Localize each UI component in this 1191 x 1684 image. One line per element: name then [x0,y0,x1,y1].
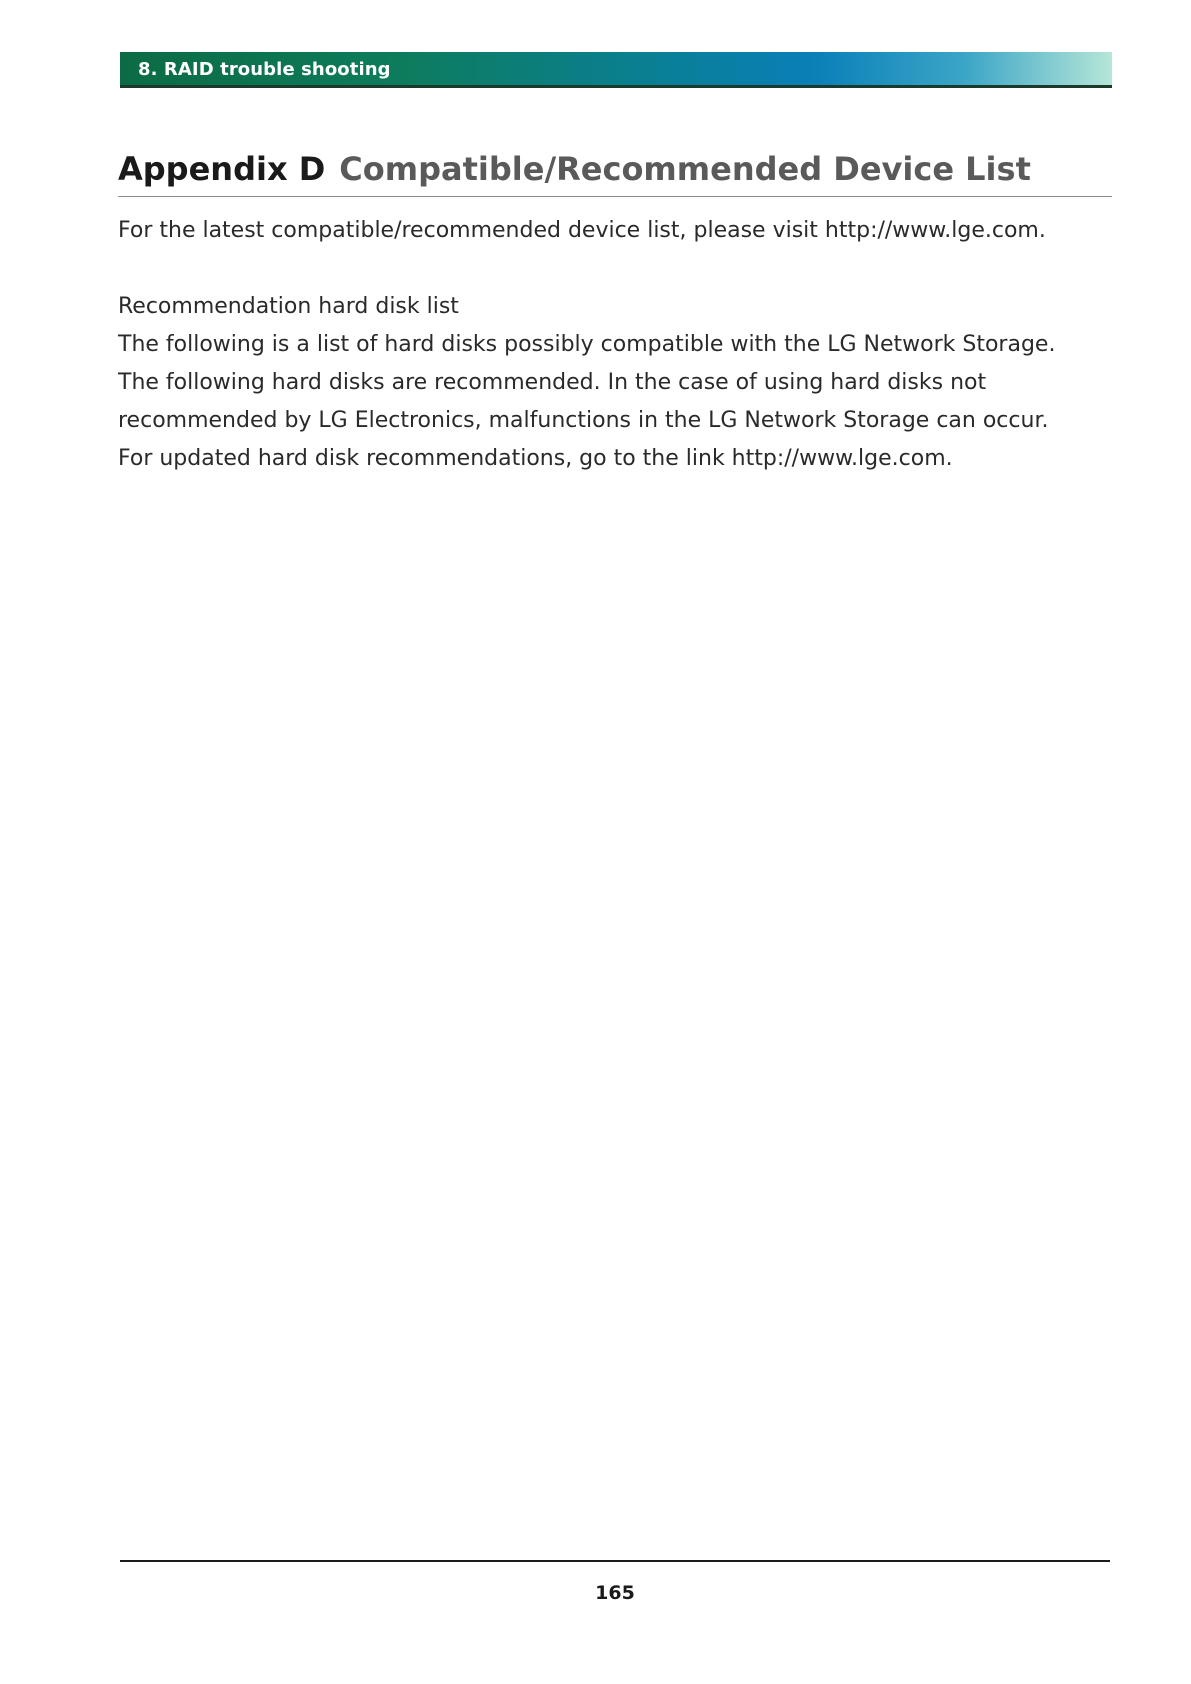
page-number: 165 [595,1582,635,1604]
subheading: Recommendation hard disk list [118,294,459,319]
section-label: 8. RAID trouble shooting [138,59,391,80]
section-header-bar [120,52,1112,88]
body-line: The following is a list of hard disks possibly compatible with the LG Network Storage. [118,332,1056,357]
body-line: The following hard disks are recommended. In the case of using hard disks not [118,370,987,395]
body-line: recommended by LG Electronics, malfunctions in the LG Network Storage can occur. [118,408,1049,433]
appendix-label: Appendix D [118,150,326,188]
body-line: For updated hard disk recommendations, go to the link http://www.lge.com. [118,446,953,471]
footer-divider [120,1560,1110,1562]
intro-paragraph: For the latest compatible/recommended device list, please visit http://www.lge.com. [118,218,1046,243]
appendix-title: Compatible/Recommended Device List [339,150,1031,188]
page-title [118,150,1112,197]
